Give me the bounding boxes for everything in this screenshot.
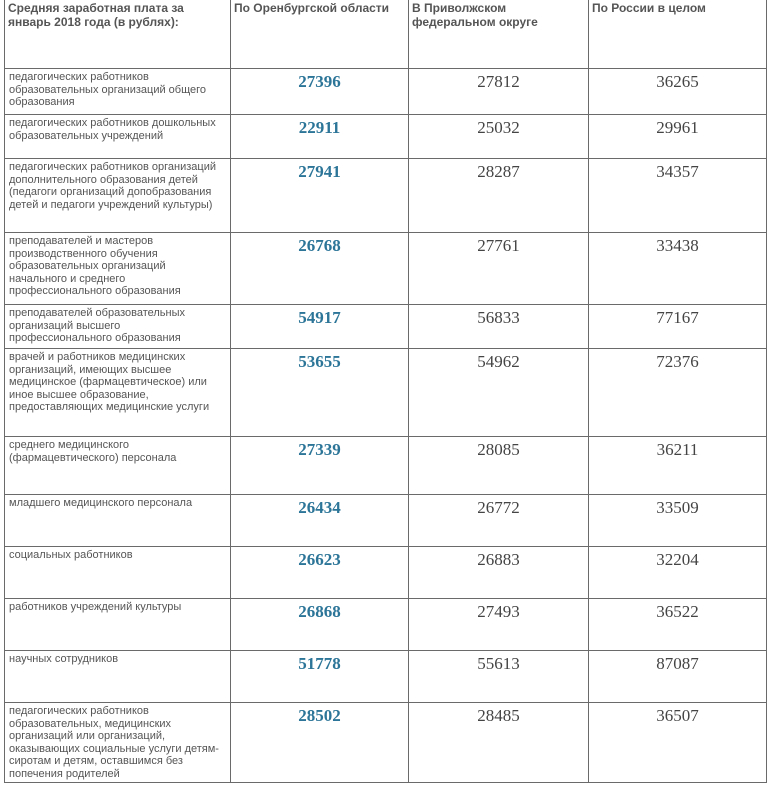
table-row bbox=[5, 703, 767, 783]
salary-table bbox=[4, 0, 767, 783]
value-volga: 26883 bbox=[409, 547, 589, 599]
value-orenburg: 26868 bbox=[231, 599, 409, 651]
value-russia: 33438 bbox=[589, 233, 767, 305]
value-volga: 28287 bbox=[409, 159, 589, 233]
table-row bbox=[5, 437, 767, 495]
table-row bbox=[5, 305, 767, 349]
row-category: научных сотрудников bbox=[5, 651, 231, 703]
value-russia: 36522 bbox=[589, 599, 767, 651]
row-category: преподавателей образовательных организаций высшего профессионального образования bbox=[5, 305, 231, 349]
value-russia: 77167 bbox=[589, 305, 767, 349]
value-orenburg: 27339 bbox=[231, 437, 409, 495]
value-volga: 55613 bbox=[409, 651, 589, 703]
row-category: преподавателей и мастеров производственного обучения образовательных организаций начального и среднего профессионального образования bbox=[5, 233, 231, 305]
value-russia: 36507 bbox=[589, 703, 767, 783]
value-russia: 29961 bbox=[589, 115, 767, 159]
value-russia: 72376 bbox=[589, 349, 767, 437]
table-body bbox=[5, 69, 767, 783]
header-orenburg: По Оренбургской области bbox=[231, 0, 409, 69]
value-orenburg: 22911 bbox=[231, 115, 409, 159]
value-russia: 36211 bbox=[589, 437, 767, 495]
value-russia: 33509 bbox=[589, 495, 767, 547]
row-category: социальных работников bbox=[5, 547, 231, 599]
table-row bbox=[5, 349, 767, 437]
value-volga: 28485 bbox=[409, 703, 589, 783]
value-volga: 27493 bbox=[409, 599, 589, 651]
value-volga: 56833 bbox=[409, 305, 589, 349]
value-orenburg: 27941 bbox=[231, 159, 409, 233]
value-orenburg: 51778 bbox=[231, 651, 409, 703]
value-volga: 26772 bbox=[409, 495, 589, 547]
header-row bbox=[5, 0, 767, 69]
value-russia: 34357 bbox=[589, 159, 767, 233]
value-volga: 28085 bbox=[409, 437, 589, 495]
value-russia: 32204 bbox=[589, 547, 767, 599]
table-row bbox=[5, 599, 767, 651]
table-row bbox=[5, 547, 767, 599]
table-row bbox=[5, 115, 767, 159]
value-orenburg: 26623 bbox=[231, 547, 409, 599]
value-orenburg: 54917 bbox=[231, 305, 409, 349]
table-row bbox=[5, 69, 767, 115]
value-orenburg: 27396 bbox=[231, 69, 409, 115]
row-category: среднего медицинского (фармацевтического) персонала bbox=[5, 437, 231, 495]
row-category: врачей и работников медицинских организаций, имеющих высшее медицинское (фармацевтическое) или иное высшее образование, предоставляющих медицинские услуги bbox=[5, 349, 231, 437]
value-orenburg: 26434 bbox=[231, 495, 409, 547]
value-orenburg: 53655 bbox=[231, 349, 409, 437]
header-volga: В Приволжском федеральном округе bbox=[409, 0, 589, 69]
row-category: педагогических работников образовательных организаций общего образования bbox=[5, 69, 231, 115]
value-orenburg: 28502 bbox=[231, 703, 409, 783]
value-orenburg: 26768 bbox=[231, 233, 409, 305]
header-category: Средняя заработная плата за январь 2018 года (в рублях): bbox=[5, 0, 231, 69]
table-row bbox=[5, 651, 767, 703]
table-row bbox=[5, 159, 767, 233]
value-volga: 25032 bbox=[409, 115, 589, 159]
row-category: педагогических работников образовательных, медицинских организаций или организаций, оказывающих социальные услуги детям-сиротам и детям, оставшимся без попечения родителей bbox=[5, 703, 231, 783]
table-row bbox=[5, 233, 767, 305]
value-volga: 27812 bbox=[409, 69, 589, 115]
row-category: педагогических работников организаций дополнительного образования детей (педагоги организаций допобразования детей и педагоги учреждений культуры) bbox=[5, 159, 231, 233]
row-category: младшего медицинского персонала bbox=[5, 495, 231, 547]
header-russia: По России в целом bbox=[589, 0, 767, 69]
value-volga: 27761 bbox=[409, 233, 589, 305]
row-category: педагогических работников дошкольных образовательных учреждений bbox=[5, 115, 231, 159]
value-russia: 36265 bbox=[589, 69, 767, 115]
value-volga: 54962 bbox=[409, 349, 589, 437]
value-russia: 87087 bbox=[589, 651, 767, 703]
table-row bbox=[5, 495, 767, 547]
row-category: работников учреждений культуры bbox=[5, 599, 231, 651]
